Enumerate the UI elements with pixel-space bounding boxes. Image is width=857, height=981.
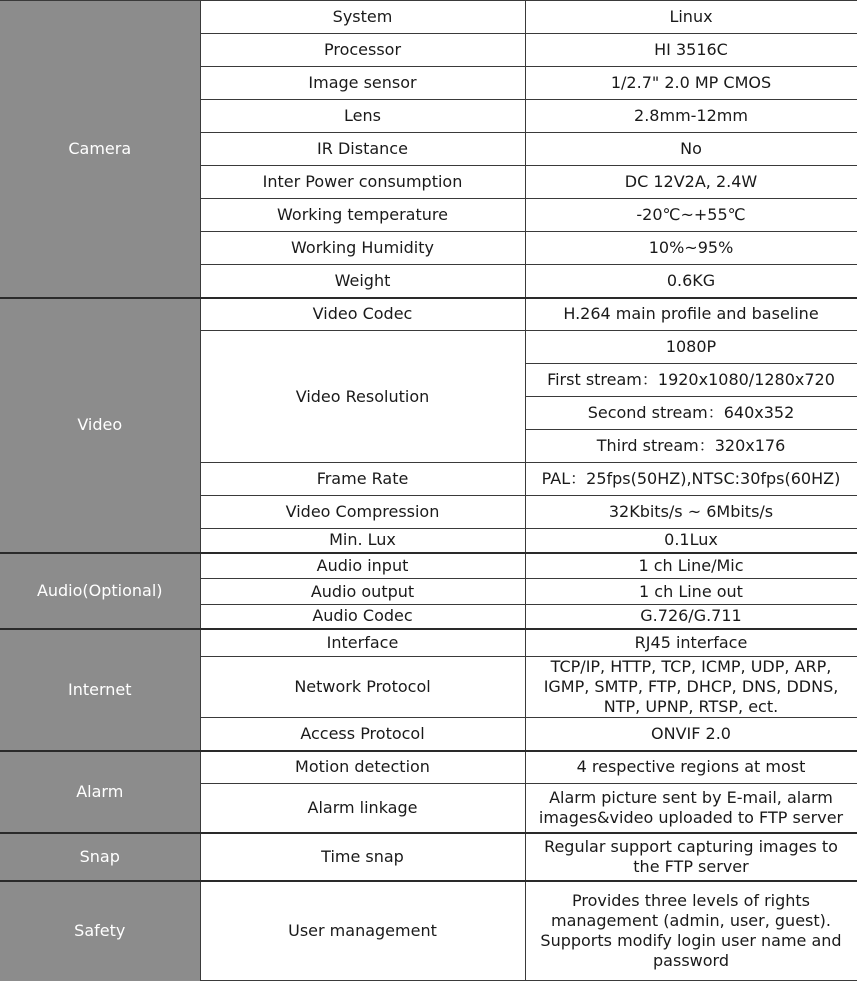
value-motion-detection: 4 respective regions at most — [525, 751, 857, 784]
table-row — [0, 1, 857, 34]
value-access-protocol: ONVIF 2.0 — [525, 718, 857, 751]
category-internet: Internet — [0, 629, 200, 751]
value-resolution-first-stream: First stream：1920x1080/1280x720 — [525, 364, 857, 397]
value-interface: RJ45 interface — [525, 629, 857, 657]
feature-audio-input: Audio input — [200, 553, 525, 579]
table-row — [0, 751, 857, 784]
feature-ir-distance: IR Distance — [200, 133, 525, 166]
feature-frame-rate: Frame Rate — [200, 463, 525, 496]
category-video: Video — [0, 298, 200, 553]
table-row — [0, 881, 857, 981]
value-audio-codec: G.726/G.711 — [525, 605, 857, 629]
value-audio-output: 1 ch Line out — [525, 579, 857, 605]
category-safety: Safety — [0, 881, 200, 981]
value-audio-input: 1 ch Line/Mic — [525, 553, 857, 579]
feature-video-codec: Video Codec — [200, 298, 525, 331]
category-camera: Camera — [0, 1, 200, 298]
value-system: Linux — [525, 1, 857, 34]
value-min-lux: 0.1Lux — [525, 529, 857, 553]
feature-audio-output: Audio output — [200, 579, 525, 605]
feature-access-protocol: Access Protocol — [200, 718, 525, 751]
value-resolution-second-stream: Second stream：640x352 — [525, 397, 857, 430]
feature-video-compression: Video Compression — [200, 496, 525, 529]
value-resolution-1080p: 1080P — [525, 331, 857, 364]
feature-working-temperature: Working temperature — [200, 199, 525, 232]
feature-time-snap: Time snap — [200, 833, 525, 881]
value-lens: 2.8mm-12mm — [525, 100, 857, 133]
value-power-consumption: DC 12V2A, 2.4W — [525, 166, 857, 199]
table-row — [0, 629, 857, 657]
value-weight: 0.6KG — [525, 265, 857, 298]
value-working-humidity: 10%~95% — [525, 232, 857, 265]
feature-system: System — [200, 1, 525, 34]
value-working-temperature: -20℃~+55℃ — [525, 199, 857, 232]
category-audio: Audio(Optional) — [0, 553, 200, 629]
feature-weight: Weight — [200, 265, 525, 298]
value-user-management: Provides three levels of rights management (admin, user, guest). Supports modify login user name and password — [525, 881, 857, 981]
feature-power-consumption: Inter Power consumption — [200, 166, 525, 199]
value-ir-distance: No — [525, 133, 857, 166]
feature-lens: Lens — [200, 100, 525, 133]
value-resolution-third-stream: Third stream：320x176 — [525, 430, 857, 463]
table-row — [0, 833, 857, 881]
feature-image-sensor: Image sensor — [200, 67, 525, 100]
value-network-protocol: TCP/IP, HTTP, TCP, ICMP, UDP, ARP, IGMP, SMTP, FTP, DHCP, DNS, DDNS, NTP, UPNP, RTSP, ect. — [525, 657, 857, 718]
value-frame-rate: PAL：25fps(50HZ),NTSC:30fps(60HZ) — [525, 463, 857, 496]
feature-working-humidity: Working Humidity — [200, 232, 525, 265]
feature-motion-detection: Motion detection — [200, 751, 525, 784]
value-image-sensor: 1/2.7" 2.0 MP CMOS — [525, 67, 857, 100]
table-row — [0, 298, 857, 331]
value-alarm-linkage: Alarm picture sent by E-mail, alarm images&video uploaded to FTP server — [525, 784, 857, 833]
feature-min-lux: Min. Lux — [200, 529, 525, 553]
feature-alarm-linkage: Alarm linkage — [200, 784, 525, 833]
feature-user-management: User management — [200, 881, 525, 981]
feature-interface: Interface — [200, 629, 525, 657]
feature-network-protocol: Network Protocol — [200, 657, 525, 718]
feature-video-resolution: Video Resolution — [200, 331, 525, 463]
value-video-codec: H.264 main profile and baseline — [525, 298, 857, 331]
value-time-snap: Regular support capturing images to the FTP server — [525, 833, 857, 881]
value-processor: HI 3516C — [525, 34, 857, 67]
value-video-compression: 32Kbits/s ~ 6Mbits/s — [525, 496, 857, 529]
feature-audio-codec: Audio Codec — [200, 605, 525, 629]
category-alarm: Alarm — [0, 751, 200, 833]
feature-processor: Processor — [200, 34, 525, 67]
table-row — [0, 553, 857, 579]
category-snap: Snap — [0, 833, 200, 881]
